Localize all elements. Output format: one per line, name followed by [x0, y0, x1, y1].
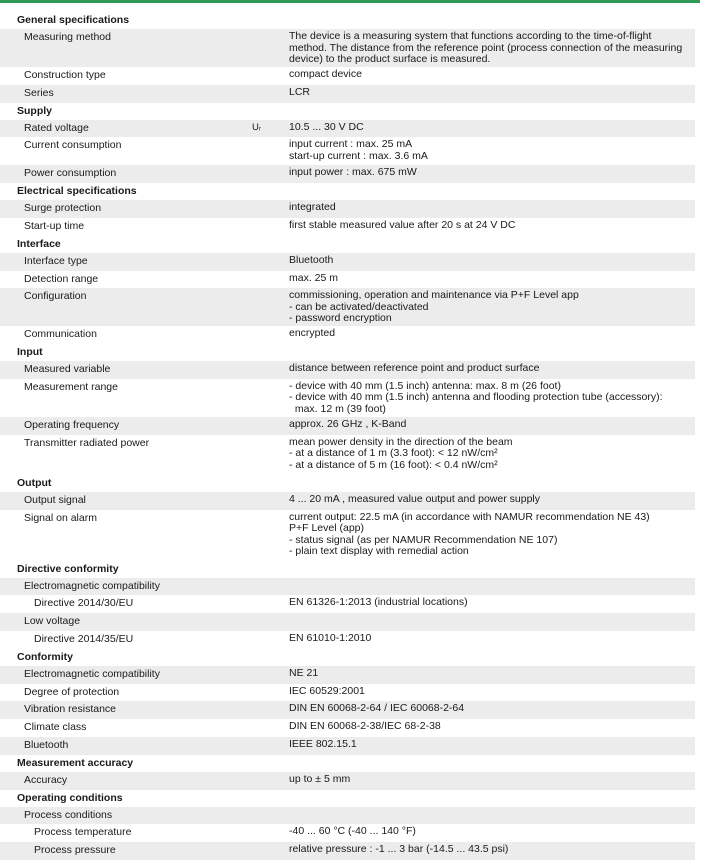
spec-value-line: IEEE 802.15.1: [289, 737, 357, 750]
spec-value-line: EN 61326-1:2013 (industrial locations): [289, 596, 468, 609]
spec-row: [0, 137, 695, 165]
spec-label: Directive 2014/35/EU: [34, 632, 134, 645]
spec-value: [289, 29, 695, 67]
spec-symbol: [252, 701, 289, 719]
spec-label: Climate class: [24, 721, 87, 734]
spec-value-line: first stable measured value after 20 s at 24 V DC: [289, 218, 516, 231]
spec-value: [289, 701, 695, 719]
spec-row: [0, 824, 695, 842]
section-heading: Supply: [17, 104, 53, 117]
spec-symbol: [252, 510, 289, 561]
spec-label: Bluetooth: [24, 738, 69, 751]
spec-label: Process pressure: [34, 844, 116, 857]
spec-symbol: [252, 435, 289, 475]
spec-symbol: [252, 200, 289, 218]
spec-value: [289, 492, 695, 510]
spec-label: Vibration resistance: [24, 703, 117, 716]
spec-label: Accuracy: [24, 773, 68, 786]
section-heading: Interface: [17, 237, 61, 250]
spec-value: [289, 288, 695, 326]
spec-row: [0, 165, 695, 183]
spec-value: [289, 417, 695, 435]
spec-value: [289, 326, 695, 344]
spec-symbol: [252, 361, 289, 379]
spec-row: [0, 67, 695, 85]
header-accent-line: [0, 0, 700, 3]
spec-label: Communication: [24, 328, 97, 341]
spec-value: [289, 271, 695, 289]
spec-value: [289, 361, 695, 379]
spec-label: Power consumption: [24, 167, 117, 180]
spec-value-line: approx. 26 GHz , K-Band: [289, 417, 407, 430]
spec-row: [0, 701, 695, 719]
spec-row: [0, 684, 695, 702]
spec-symbol: [252, 288, 289, 326]
spec-value-line: 4 ... 20 mA , measured value output and power supply: [289, 492, 540, 505]
section-heading: Conformity: [17, 650, 73, 663]
spec-value-line: - at a distance of 5 m (16 foot): < 0.4 nW/cm²: [289, 458, 498, 471]
spec-row: [0, 772, 695, 790]
spec-value-line: -40 ... 60 °C (-40 ... 140 °F): [289, 825, 416, 838]
spec-value: [289, 842, 695, 860]
spec-value: [289, 719, 695, 737]
spec-symbol: [252, 85, 289, 103]
section-heading: Electrical specifications: [17, 185, 137, 198]
section-heading: Input: [17, 346, 43, 359]
spec-label: Measurement range: [24, 380, 118, 393]
spec-value: [289, 510, 695, 561]
spec-symbol: [252, 326, 289, 344]
spec-value-line: current output: 22.5 mA (in accordance with NAMUR recommendation NE 43): [289, 510, 650, 523]
spec-value: [289, 165, 695, 183]
spec-symbol: [252, 67, 289, 85]
spec-symbol: [252, 631, 289, 649]
spec-row: [0, 200, 695, 218]
spec-value-line: DIN EN 60068-2-38/IEC 68-2-38: [289, 720, 441, 733]
spec-value-line: The device is a measuring system that functions according to the time-of-flight: [289, 30, 652, 42]
spec-row: [0, 271, 695, 289]
spec-value-line: encrypted: [289, 327, 336, 340]
spec-symbol: [252, 842, 289, 860]
section-heading: Operating conditions: [17, 791, 123, 804]
spec-value: [289, 737, 695, 755]
spec-symbol: [252, 595, 289, 613]
spec-value: [289, 684, 695, 702]
spec-value-line: start-up current : max. 3.6 mA: [289, 149, 428, 162]
spec-value: [289, 807, 695, 825]
spec-row: [0, 417, 695, 435]
spec-value: [289, 631, 695, 649]
specifications-table: [0, 12, 695, 860]
spec-value: [289, 85, 695, 103]
spec-value-line: DIN EN 60068-2-64 / IEC 60068-2-64: [289, 702, 465, 715]
spec-label: Transmitter radiated power: [24, 436, 150, 449]
spec-label: Start-up time: [24, 219, 85, 232]
spec-row: [0, 510, 695, 561]
spec-value-line: NE 21: [289, 666, 319, 679]
spec-label: Series: [24, 86, 54, 99]
spec-row: [0, 807, 695, 825]
spec-value-line: integrated: [289, 201, 336, 214]
spec-row: [0, 288, 695, 326]
spec-value-line: - device with 40 mm (1.5 inch) antenna: max. 8 m (26 foot): [289, 379, 561, 392]
spec-value: [289, 200, 695, 218]
spec-value: [289, 613, 695, 631]
spec-symbol: [252, 29, 289, 67]
spec-label: Electromagnetic compatibility: [24, 667, 160, 680]
section-heading: Output: [17, 476, 52, 489]
spec-value-line: 10.5 ... 30 V DC: [289, 120, 364, 133]
spec-value-line: max. 12 m (39 foot): [289, 402, 386, 415]
spec-symbol: [252, 137, 289, 165]
spec-value-line: max. 25 m: [289, 271, 339, 284]
spec-label: Surge protection: [24, 202, 102, 215]
spec-value-line: - device with 40 mm (1.5 inch) antenna and flooding protection tube (accessory):: [289, 391, 663, 404]
spec-row: [0, 595, 695, 613]
spec-label: Rated voltage: [24, 121, 89, 134]
spec-row: [0, 361, 695, 379]
spec-row: [0, 29, 695, 67]
spec-label: Measuring method: [24, 31, 111, 43]
spec-value: [289, 120, 695, 138]
spec-label: Signal on alarm: [24, 511, 97, 524]
spec-symbol: [252, 666, 289, 684]
spec-symbol: [252, 824, 289, 842]
spec-symbol: [252, 253, 289, 271]
spec-row: [0, 379, 695, 417]
spec-label: Construction type: [24, 69, 106, 81]
spec-value: [289, 666, 695, 684]
spec-row: [0, 737, 695, 755]
spec-label: Interface type: [24, 254, 88, 267]
spec-value: [289, 253, 695, 271]
spec-value-line: - at a distance of 1 m (3.3 foot): < 12 nW/cm²: [289, 447, 498, 460]
spec-value-line: input power : max. 675 mW: [289, 166, 417, 179]
spec-label: Directive 2014/30/EU: [34, 597, 134, 610]
spec-row: [0, 613, 695, 631]
spec-row: [0, 492, 695, 510]
spec-value: [289, 218, 695, 236]
spec-row: [0, 326, 695, 344]
spec-label: Process temperature: [34, 826, 132, 839]
spec-value: [289, 435, 695, 475]
spec-row: [0, 218, 695, 236]
spec-value-line: device) to the product surface is measured.: [289, 53, 491, 65]
spec-value: [289, 772, 695, 790]
spec-value: [289, 824, 695, 842]
spec-row: [0, 120, 695, 138]
spec-row: [0, 631, 695, 649]
spec-symbol: [252, 772, 289, 790]
spec-value-line: Bluetooth: [289, 253, 334, 266]
spec-value-line: commissioning, operation and maintenance via P+F Level app: [289, 289, 579, 302]
spec-value-line: input current : max. 25 mA: [289, 138, 413, 151]
spec-symbol: [252, 578, 289, 596]
spec-symbol: [252, 613, 289, 631]
section-heading: Measurement accuracy: [17, 756, 134, 769]
spec-value-line: compact device: [289, 68, 362, 80]
spec-symbol: [252, 719, 289, 737]
spec-symbol: Uᵣ: [252, 121, 262, 133]
spec-label: Process conditions: [24, 808, 113, 821]
spec-value: [289, 379, 695, 417]
spec-row: [0, 842, 695, 860]
spec-row: [0, 719, 695, 737]
spec-value-line: mean power density in the direction of the beam: [289, 435, 513, 448]
spec-label: Electromagnetic compatibility: [24, 579, 160, 592]
spec-value-line: relative pressure : -1 ... 3 bar (-14.5 ... 43.5 psi): [289, 843, 509, 856]
spec-value: [289, 137, 695, 165]
spec-symbol: [252, 379, 289, 417]
spec-label: Output signal: [24, 493, 86, 506]
spec-value-line: P+F Level (app): [289, 522, 364, 535]
spec-value-line: distance between reference point and product surface: [289, 362, 540, 375]
spec-value: [289, 595, 695, 613]
spec-label: Low voltage: [24, 615, 81, 628]
spec-symbol: [252, 807, 289, 825]
spec-symbol: [252, 218, 289, 236]
spec-label: Configuration: [24, 290, 87, 303]
spec-label: Current consumption: [24, 139, 122, 152]
spec-label: Detection range: [24, 272, 99, 285]
section-heading: Directive conformity: [17, 562, 119, 575]
spec-value-line: IEC 60529:2001: [289, 684, 365, 697]
spec-symbol: [252, 271, 289, 289]
spec-value: [289, 578, 695, 596]
spec-row: [0, 666, 695, 684]
spec-value-line: - plain text display with remedial action: [289, 545, 469, 558]
spec-row: [0, 85, 695, 103]
spec-value-line: - password encryption: [289, 312, 392, 325]
spec-row: [0, 435, 695, 475]
spec-value-line: - status signal (as per NAMUR Recommendation NE 107): [289, 533, 558, 546]
spec-label: Measured variable: [24, 363, 111, 376]
spec-row: [0, 253, 695, 271]
spec-value-line: LCR: [289, 85, 311, 98]
spec-value: [289, 67, 695, 85]
spec-value-line: EN 61010-1:2010: [289, 631, 372, 644]
spec-label: Degree of protection: [24, 685, 120, 698]
spec-symbol: [252, 684, 289, 702]
section-heading: General specifications: [17, 14, 130, 26]
spec-label: Operating frequency: [24, 418, 120, 431]
spec-row: [0, 578, 695, 596]
spec-symbol: [252, 737, 289, 755]
spec-symbol: [252, 417, 289, 435]
spec-value-line: up to ± 5 mm: [289, 772, 351, 785]
spec-value-line: - can be activated/deactivated: [289, 300, 429, 313]
spec-symbol: [252, 165, 289, 183]
spec-value-line: method. The distance from the reference point (process connection of the measuring: [289, 41, 683, 54]
spec-symbol: [252, 492, 289, 510]
